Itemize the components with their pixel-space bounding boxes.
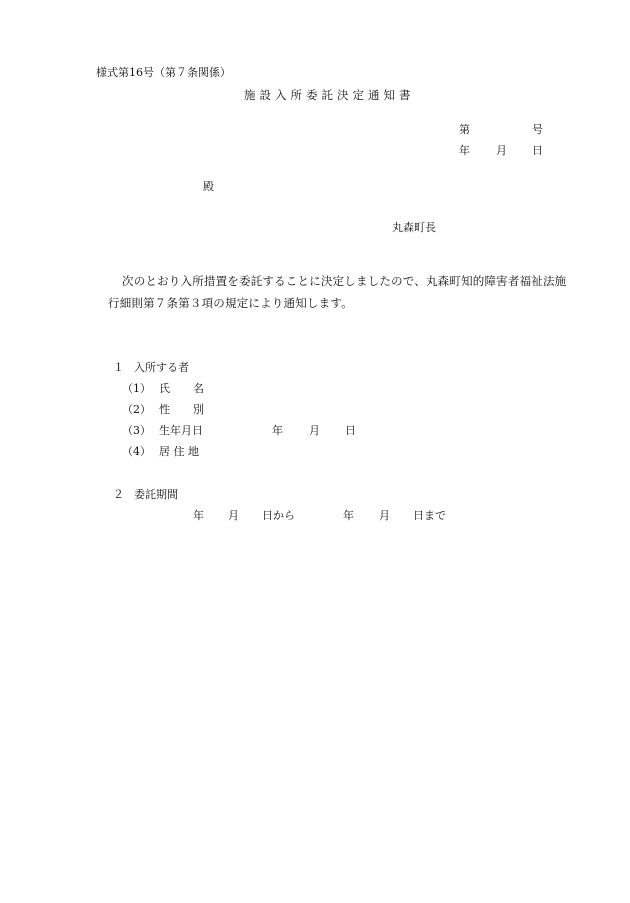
- period-to-year: 年: [343, 509, 354, 522]
- body-line-1: 次のとおり入所措置を委託することに決定しましたので、丸森町知的障害者福祉法施: [122, 274, 567, 288]
- form-number: 様式第16号（第７条関係）: [96, 66, 231, 79]
- notice-number-prefix: 第: [459, 123, 470, 136]
- item-number: （3）: [122, 424, 151, 437]
- item-label-part: 別: [193, 403, 204, 416]
- item-label-part: 名: [193, 382, 204, 395]
- item-label: 生年月日: [159, 424, 203, 437]
- period-from-year: 年: [193, 509, 204, 522]
- birth-year: 年: [272, 424, 283, 437]
- section2-heading: 委託期間: [134, 488, 178, 501]
- section2-number: ２: [113, 488, 124, 501]
- item-label: 居 住 地: [159, 445, 199, 458]
- item-number: （2）: [122, 403, 151, 416]
- birth-day: 日: [345, 424, 356, 437]
- item-number: （4）: [122, 445, 151, 458]
- period-to-month: 月: [379, 509, 390, 522]
- sender-name: 丸森町長: [392, 221, 436, 234]
- notice-date-month: 月: [496, 144, 507, 157]
- period-from-day: 日から: [262, 509, 295, 522]
- section1-heading: 入所する者: [134, 361, 189, 374]
- document-title: 施設入所委託決定通知書: [244, 88, 415, 102]
- item-number: （1）: [122, 382, 151, 395]
- item-label-part: 氏: [159, 382, 170, 395]
- birth-month: 月: [309, 424, 320, 437]
- period-from-month: 月: [228, 509, 239, 522]
- body-line-2: 行細則第７条第３項の規定により通知します。: [108, 296, 353, 310]
- notice-date-day: 日: [532, 144, 543, 157]
- section1-number: １: [113, 361, 124, 374]
- period-to-day: 日まで: [413, 509, 446, 522]
- notice-date-year: 年: [459, 144, 470, 157]
- item-label-part: 性: [159, 403, 170, 416]
- notice-number-suffix: 号: [532, 123, 543, 136]
- addressee-honorific: 殿: [203, 180, 214, 193]
